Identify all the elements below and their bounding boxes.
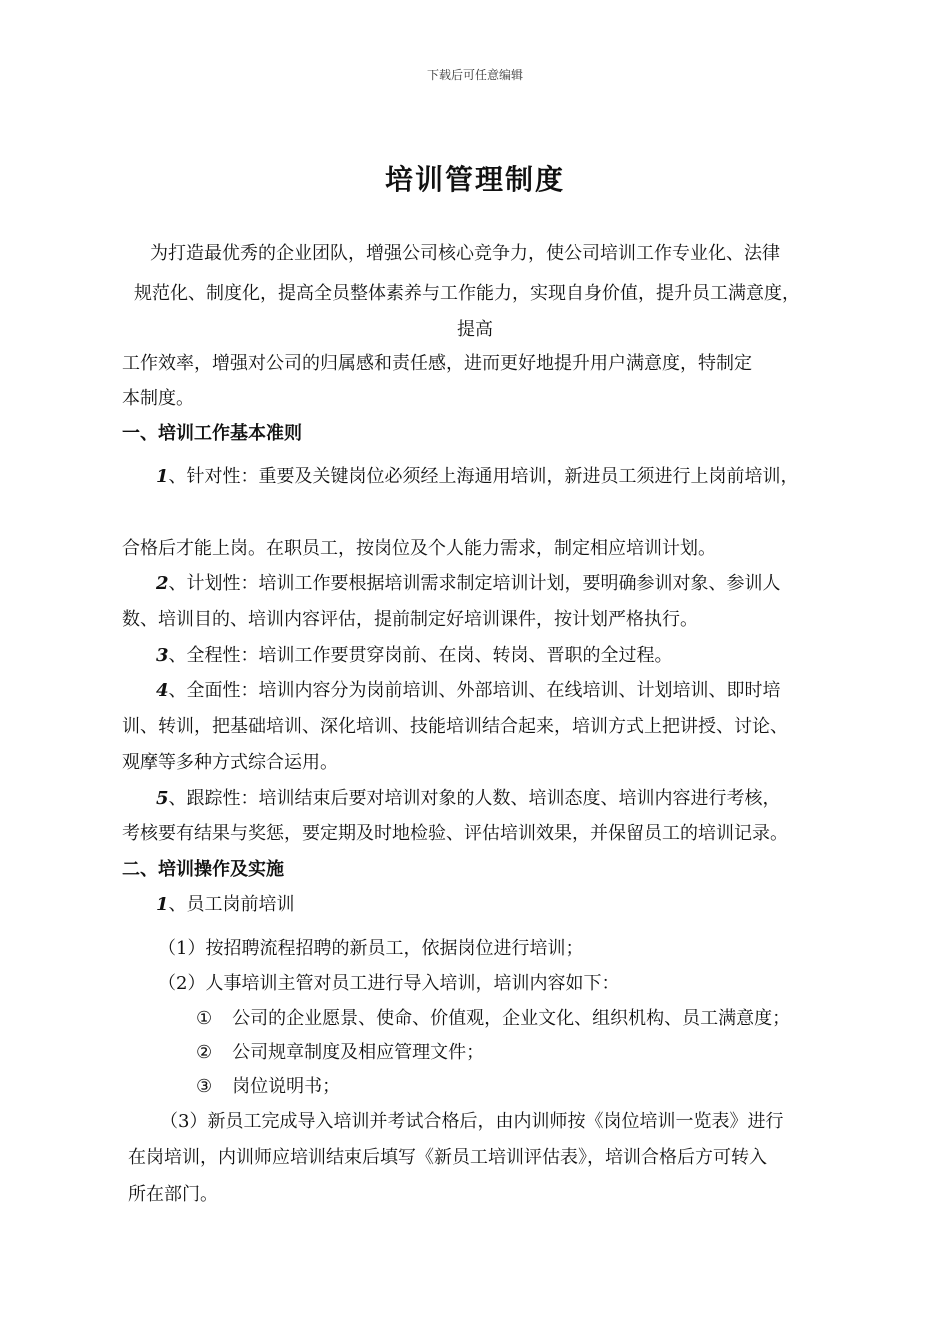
- principle-3-text: 、全程性：培训工作要贯穿岗前、在岗、转岗、晋职的全过程。: [168, 645, 673, 666]
- principle-4-line-2: 训、转训，把基础培训、深化培训、技能培训结合起来，培训方式上把讲授、讨论、: [122, 716, 788, 737]
- principle-5-number: 5: [156, 788, 169, 809]
- principle-5-line-2: 考核要有结果与奖惩，要定期及时地检验、评估培训效果，并保留员工的培训记录。: [122, 823, 788, 844]
- step-3-line-2: 在岗培训，内训师应培训结束后填写《新员工培训评估表》，培训合格后方可转入: [128, 1147, 767, 1168]
- principle-4-number: 4: [156, 680, 169, 701]
- content-item-1-marker: ①: [196, 1008, 213, 1029]
- principle-4-text: 、全面性：培训内容分为岗前培训、外部培训、在线培训、计划培训、即时培: [168, 680, 781, 701]
- principle-5-text: 、跟踪性：培训结束后要对培训对象的人数、培训态度、培训内容进行考核，: [168, 788, 781, 809]
- content-item-2: [196, 1041, 484, 1065]
- principle-4-line-1: [156, 679, 781, 703]
- principle-2-number: 2: [156, 573, 169, 594]
- principle-2-text: 、计划性：培训工作要根据培训需求制定培训计划，要明确参训对象、参训人: [168, 573, 781, 594]
- principle-4-line-3: 观摩等多种方式综合运用。: [122, 752, 338, 773]
- principle-1-number: 1: [156, 466, 169, 487]
- section2-heading: 二、培训操作及实施: [122, 859, 284, 880]
- subsection-1-number: 1: [156, 894, 169, 915]
- intro-line-4: 工作效率，增强对公司的归属感和责任感，进而更好地提升用户满意度，特制定: [122, 353, 752, 374]
- content-item-2-marker: ②: [196, 1042, 213, 1063]
- subsection-1-label: 、员工岗前培训: [168, 894, 295, 915]
- principle-5-line-1: [156, 787, 781, 811]
- intro-line-5: 本制度。: [122, 388, 194, 409]
- principle-1-line-2: 合格后才能上岗。在职员工，按岗位及个人能力需求，制定相应培训计划。: [122, 538, 716, 559]
- content-item-3: [196, 1075, 340, 1099]
- page-title: 培训管理制度: [384, 163, 565, 196]
- section1-heading: 一、培训工作基本准则: [122, 423, 302, 444]
- intro-line-1: 为打造最优秀的企业团队，增强公司核心竞争力，使公司培训工作专业化、法律: [150, 243, 780, 264]
- principle-1-text: 、针对性：重要及关键岗位必须经上海通用培训，新进员工须进行上岗前培训，: [168, 466, 799, 487]
- principle-2-line-1: [156, 572, 781, 596]
- intro-line-3: 提高: [457, 319, 493, 340]
- principle-3-line-1: [156, 644, 673, 668]
- principle-3-number: 3: [156, 645, 169, 666]
- step-2: （2）人事培训主管对员工进行导入培训，培训内容如下：: [158, 973, 620, 994]
- content-item-1-text: 公司的企业愿景、使命、价值观，企业文化、组织机构、员工满意度；: [232, 1008, 791, 1029]
- step-3-line-1: （3）新员工完成导入培训并考试合格后，由内训师按《岗位培训一览表》进行: [160, 1111, 784, 1132]
- content-item-3-marker: ③: [196, 1076, 213, 1097]
- principle-1-line-1: [156, 465, 799, 489]
- principle-2-line-2: 数、培训目的、培训内容评估，提前制定好培训课件，按计划严格执行。: [122, 609, 698, 630]
- content-item-2-text: 公司规章制度及相应管理文件；: [232, 1042, 485, 1063]
- step-3-line-3: 所在部门。: [128, 1184, 218, 1205]
- header-note: 下载后可任意编辑: [426, 68, 523, 82]
- content-item-1: [196, 1007, 790, 1031]
- content-item-3-text: 岗位说明书；: [232, 1076, 341, 1097]
- intro-line-2: 规范化、制度化，提高全员整体素养与工作能力，实现自身价值，提升员工满意度，: [134, 283, 800, 304]
- subsection-1-heading: [156, 893, 295, 917]
- step-1: （1）按招聘流程招聘的新员工，依据岗位进行培训；: [158, 938, 584, 959]
